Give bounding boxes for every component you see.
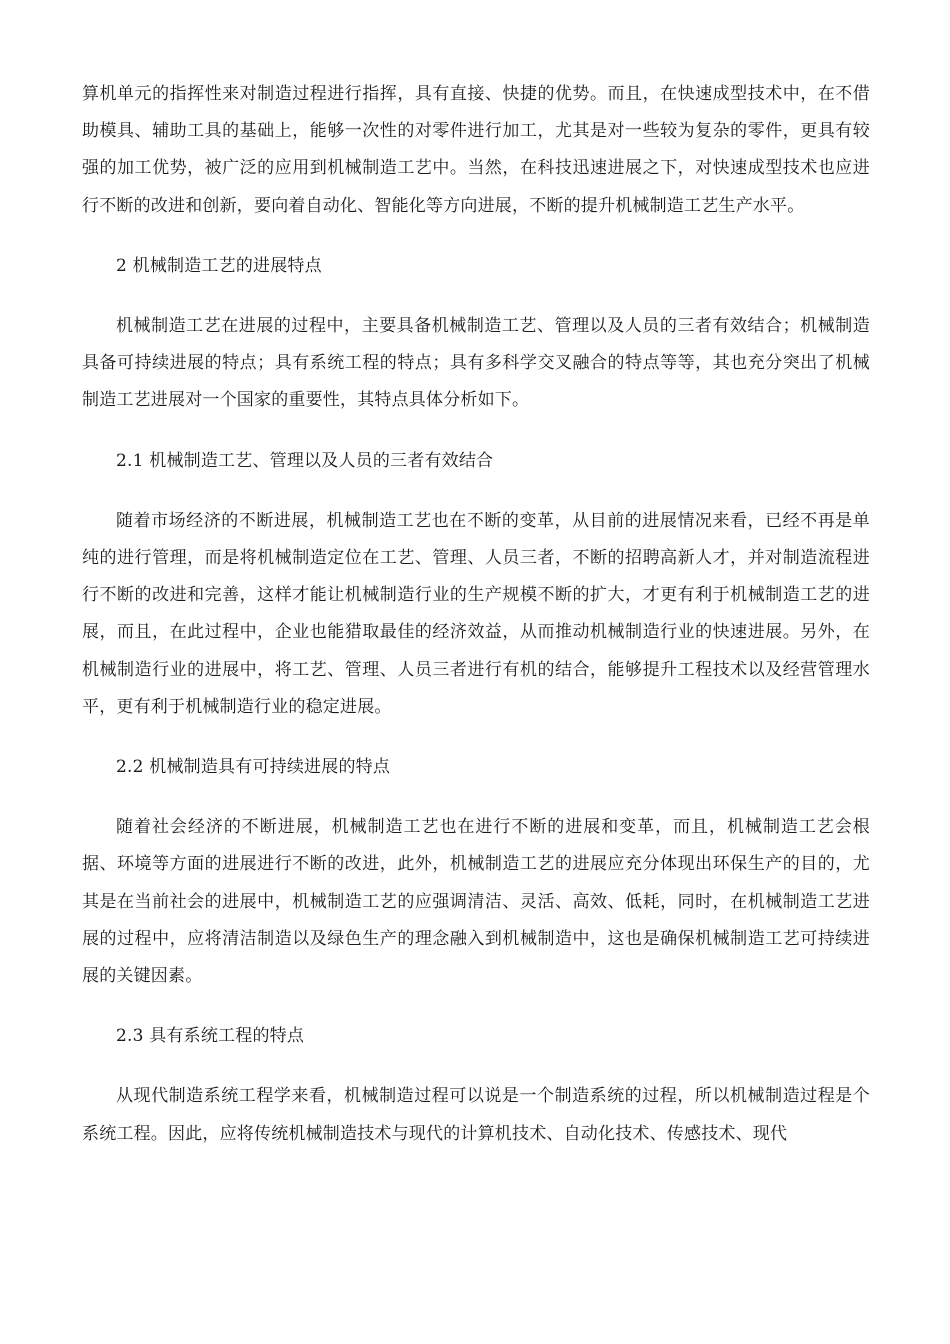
paragraph-continuation: 算机单元的指挥性来对制造过程进行指挥，具有直接、快捷的优势。而且，在快速成型技术中，在不借助模具、辅助工具的基础上，能够一次性的对零件进行加工，尤其是对一些较为复杂的零件，更具有较强的加工优势，被广泛的应用到机械制造工艺中。当然，在科技迅速进展之下，对快速成型技术也应进行不断的改进和创新，要向着自动化、智能化等方向进展，不断的提升机械制造工艺生产水平。 [82,84,870,216]
paragraph-section-2-intro: 机械制造工艺在进展的过程中，主要具备机械制造工艺、管理以及人员的三者有效结合；机械制造具备可持续进展的特点；具有系统工程的特点；具有多科学交叉融合的特点等等，其也充分突出了机械制造工艺进展对一个国家的重要性，其特点具体分析如下。 [82,316,870,411]
document-body [82,76,870,1176]
paragraph-section-2-1: 随着市场经济的不断进展，机械制造工艺也在不断的变革，从目前的进展情况来看，已经不再是单纯的进行管理，而是将机械制造定位在工艺、管理、人员三者，不断的招聘高新人才，并对制造流程进行不断的改进和完善，这样才能让机械制造行业的生产规模不断的扩大，才更有利于机械制造工艺的进展，而且，在此过程中，企业也能猎取最佳的经济效益，从而推动机械制造行业的快速进展。另外，在机械制造行业的进展中，将工艺、管理、人员三者进行有机的结合，能够提升工程技术以及经营管理水平，更有利于机械制造行业的稳定进展。 [82,510,870,717]
section-heading-2-2: 2.2 机械制造具有可持续进展的特点 [116,757,391,778]
section-heading-2: 2 机械制造工艺的进展特点 [116,255,322,276]
section-heading-2-1: 2.1 机械制造工艺、管理以及人员的三者有效结合 [116,450,494,471]
section-heading-2-3: 2.3 具有系统工程的特点 [116,1026,305,1047]
paragraph-section-2-3: 从现代制造系统工程学来看，机械制造过程可以说是一个制造系统的过程，所以机械制造过程是个系统工程。因此，应将传统机械制造技术与现代的计算机技术、自动化技术、传感技术、现代 [82,1086,870,1144]
paragraph-section-2-2: 随着社会经济的不断进展，机械制造工艺也在进行不断的进展和变革，而且，机械制造工艺会根据、环境等方面的进展进行不断的改进，此外，机械制造工艺的进展应充分体现出环保生产的目的，尤其是在当前社会的进展中，机械制造工艺的应强调清洁、灵活、高效、低耗，同时，在机械制造工艺进展的过程中，应将清洁制造以及绿色生产的理念融入到机械制造中，这也是确保机械制造工艺可持续进展的关键因素。 [82,817,870,987]
